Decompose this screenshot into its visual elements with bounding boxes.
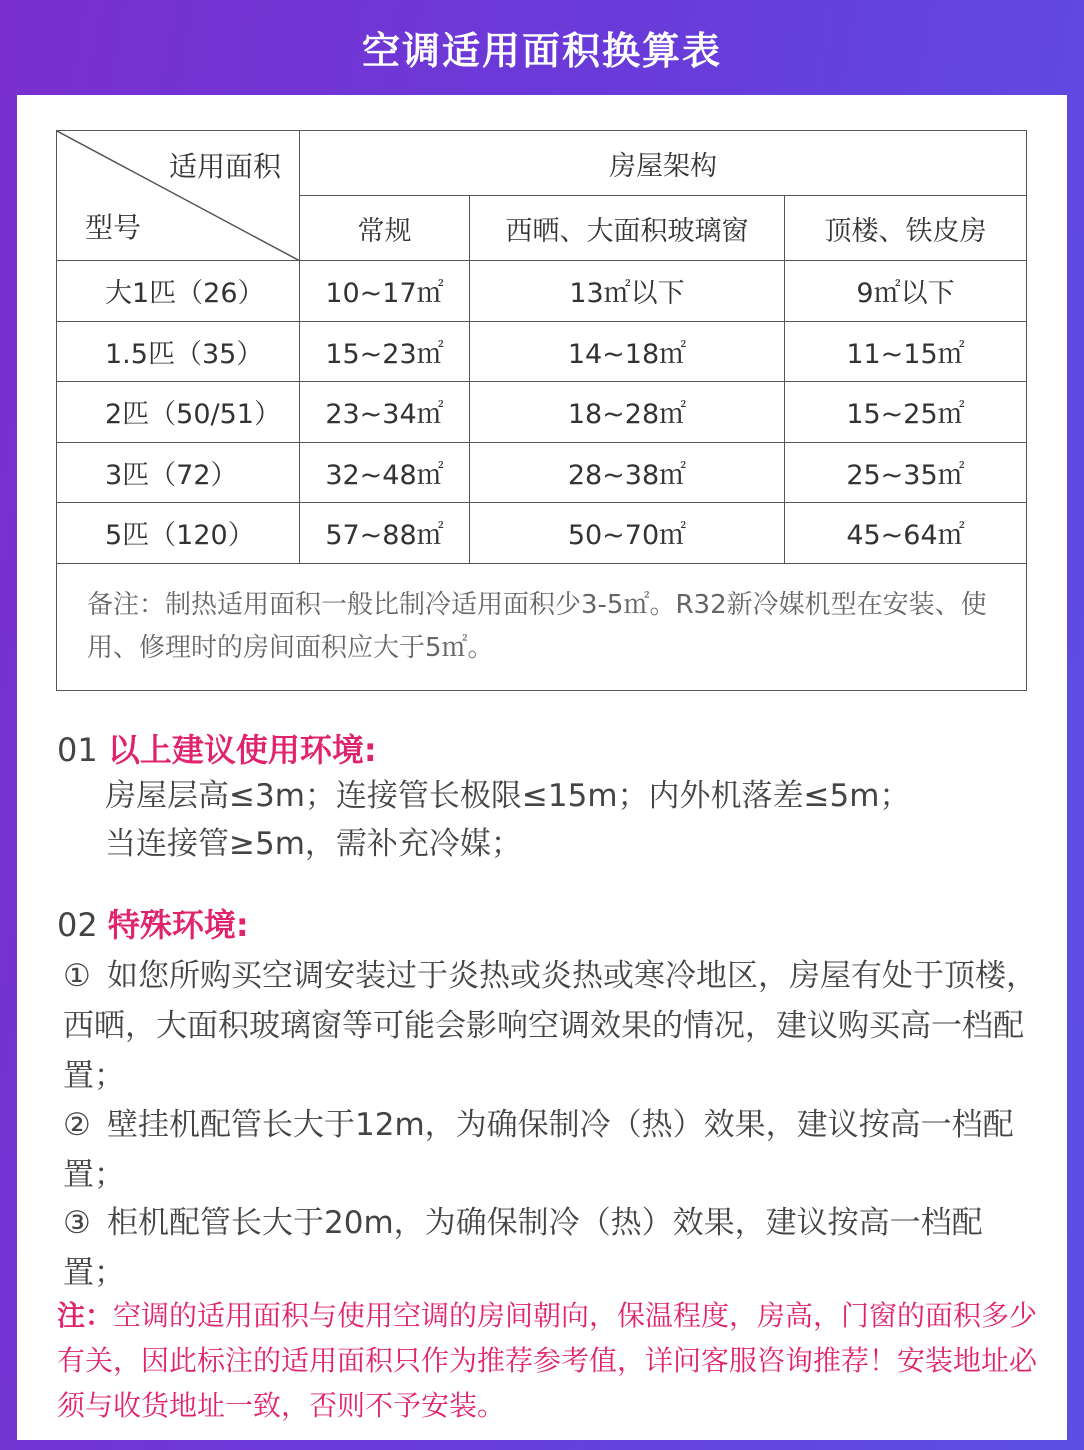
item-number: ② — [63, 1107, 91, 1143]
footnote-text: 空调的适用面积与使用空调的房间朝向，保温程度，房高，门窗的面积多少有关，因此标注的适用面积只作为推荐参考值，详问客服咨询推荐！安装地址必须与收货地址一致，否则不予安装。 — [57, 1299, 1038, 1422]
page-title: 空调适用面积换算表 — [361, 29, 722, 73]
model-cell: 5匹（120） — [57, 503, 300, 564]
value-cell: 57~88㎡ — [300, 503, 470, 564]
corner-label-area: 适用面积 — [168, 150, 281, 183]
table-row — [57, 442, 1027, 503]
value-cell: 15~25㎡ — [785, 382, 1027, 443]
item-number: ③ — [63, 1205, 91, 1241]
section-2-heading — [57, 900, 249, 946]
value-cell: 15~23㎡ — [300, 321, 470, 382]
footnote — [57, 1293, 1042, 1428]
value-cell: 11~15㎡ — [785, 321, 1027, 382]
value-cell: 28~38㎡ — [470, 442, 785, 503]
footnote-lead: 注： — [57, 1299, 114, 1332]
table-corner-cell — [57, 131, 300, 261]
header — [0, 0, 1084, 95]
column-header: 顶楼、铁皮房 — [785, 196, 1027, 261]
value-cell: 45~64㎡ — [785, 503, 1027, 564]
value-cell: 13㎡以下 — [470, 261, 785, 322]
item-text: 柜机配管长大于20m，为确保制冷（热）效果，建议按高一档配置； — [63, 1205, 983, 1291]
item-number: ① — [63, 958, 91, 994]
value-cell: 9㎡以下 — [785, 261, 1027, 322]
value-cell: 14~18㎡ — [470, 321, 785, 382]
value-cell: 23~34㎡ — [300, 382, 470, 443]
group-header: 房屋架构 — [300, 131, 1027, 196]
model-cell: 2匹（50/51） — [57, 382, 300, 443]
content-card — [17, 95, 1067, 1440]
section-1-body — [105, 772, 1045, 868]
value-cell: 18~28㎡ — [470, 382, 785, 443]
column-header: 常规 — [300, 196, 470, 261]
table-row — [57, 503, 1027, 564]
table-row — [57, 382, 1027, 443]
table-note: 备注：制热适用面积一般比制冷适用面积少3-5㎡。R32新冷媒机型在安装、使用、修理时的房间面积应大于5㎡。 — [57, 563, 1027, 690]
section-1-heading — [57, 725, 377, 771]
item-text: 如您所购买空调安装过于炎热或炎热或寒冷地区，房屋有处于顶楼，西晒，大面积玻璃窗等可能会影响空调效果的情况，建议购买高一档配置； — [63, 958, 1037, 1094]
value-cell: 50~70㎡ — [470, 503, 785, 564]
list-item — [63, 1100, 1038, 1200]
corner-label-model: 型号 — [85, 211, 142, 244]
model-cell: 3匹（72） — [57, 442, 300, 503]
section-1-line: 当连接管≥5m，需补充冷媒； — [105, 826, 522, 862]
section-2-number: 02 — [57, 906, 98, 944]
table-row — [57, 321, 1027, 382]
value-cell: 25~35㎡ — [785, 442, 1027, 503]
area-table — [56, 130, 1027, 691]
section-1-line: 房屋层高≤3m；连接管长极限≤15m；内外机落差≤5m； — [105, 778, 911, 814]
column-header: 西晒、大面积玻璃窗 — [470, 196, 785, 261]
section-1-number: 01 — [57, 731, 98, 769]
section-2-title: 特殊环境: — [107, 906, 249, 944]
section-1-title: 以上建议使用环境: — [107, 731, 377, 769]
list-item — [63, 1198, 1038, 1298]
model-cell: 大1匹（26） — [57, 261, 300, 322]
value-cell: 32~48㎡ — [300, 442, 470, 503]
value-cell: 10~17㎡ — [300, 261, 470, 322]
list-item — [63, 951, 1038, 1101]
item-text: 壁挂机配管长大于12m，为确保制冷（热）效果，建议按高一档配置； — [63, 1107, 1014, 1193]
table-row — [57, 261, 1027, 322]
model-cell: 1.5匹（35） — [57, 321, 300, 382]
